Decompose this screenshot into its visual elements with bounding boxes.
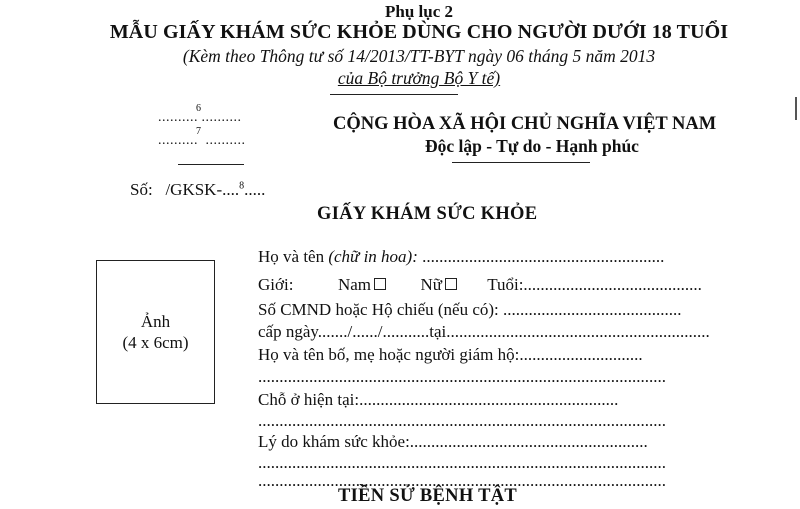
female-checkbox[interactable] (445, 278, 457, 290)
reason-label: Lý do khám sức khỏe: (258, 432, 410, 451)
female-label: Nữ (420, 275, 442, 294)
full-name-label: Họ và tên (258, 247, 329, 266)
guardian-input[interactable]: ............................. (519, 345, 643, 364)
issued-place-input[interactable]: .............................................................. (446, 322, 710, 341)
full-name-input[interactable]: ......................................................... (417, 247, 665, 266)
guardian-label: Họ và tên bố, mẹ hoặc người giám hộ: (258, 345, 520, 364)
footnote-6: 6 (196, 103, 202, 114)
document-number-tail: ..... (244, 180, 266, 199)
issued-date-label: cấp ngày (258, 322, 318, 341)
reason-continuation-1[interactable]: ................................................................................................ (258, 453, 666, 472)
issuer-line-2-right: .......... (205, 133, 246, 148)
scan-edge-mark (795, 97, 797, 120)
id-number-input[interactable]: .......................................... (498, 300, 682, 319)
female-option[interactable] (420, 275, 457, 294)
id-number-field[interactable] (258, 300, 682, 320)
address-field[interactable] (258, 390, 618, 410)
medical-history-heading: TIỀN SỬ BỆNH TẬT (338, 486, 518, 506)
legal-reference-line2-text: của Bộ trưởng Bộ Y tế) (337, 68, 501, 88)
reason-input[interactable]: ........................................................ (409, 432, 648, 451)
address-continuation[interactable]: ................................................................................................ (258, 411, 666, 430)
footnote-7: 7 (196, 126, 202, 137)
address-input[interactable]: ............................................................. (359, 390, 619, 409)
issuer-line-1-left: .......... (158, 110, 198, 125)
issued-row (258, 322, 710, 342)
form-template-title: MẪU GIẤY KHÁM SỨC KHỎE DÙNG CHO NGƯỜI DƯỚI 18 TUỔI (109, 21, 729, 43)
footnote-8: 8 (239, 180, 245, 192)
age-label: Tuổi: (487, 275, 524, 294)
male-option[interactable] (338, 275, 386, 294)
photo-placeholder (96, 260, 215, 404)
guardian-continuation[interactable]: ................................................................................................ (258, 367, 666, 386)
national-motto: Độc lập - Tự do - Hạnh phúc (425, 136, 639, 156)
full-name-field[interactable] (258, 247, 664, 267)
legal-reference-line2 (0, 68, 800, 89)
gender-age-row (258, 275, 702, 295)
legal-reference-line1: (Kèm theo Thông tư số 14/2013/TT-BYT ngày 06 tháng 5 năm 2013 (182, 46, 656, 66)
motto-divider (452, 162, 590, 163)
header-divider (330, 94, 458, 95)
gender-label: Giới: (258, 275, 294, 294)
document-number-value: /GKSK-.... (165, 180, 240, 199)
guardian-field[interactable] (258, 345, 643, 365)
issuer-divider (178, 164, 244, 165)
reason-continuation-2[interactable]: ................................................................................................ (258, 471, 666, 490)
issuer-line-1[interactable] (158, 103, 242, 126)
national-title: CỘNG HÒA XÃ HỘI CHỦ NGHĨA VIỆT NAM (333, 114, 717, 134)
reason-field[interactable] (258, 432, 648, 452)
id-number-label: Số CMND hoặc Hộ chiếu (nếu có): (258, 300, 499, 319)
male-label: Nam (337, 275, 371, 294)
form-title: GIẤY KHÁM SỨC KHỎE (317, 204, 538, 224)
issued-date-input[interactable]: ......./....../........... (317, 322, 430, 341)
issued-place-label: tại (429, 322, 447, 341)
male-checkbox[interactable] (374, 278, 386, 290)
full-name-hint: (chữ in hoa): (328, 247, 418, 266)
address-label: Chỗ ở hiện tại: (258, 390, 360, 409)
photo-label: Ảnh (140, 312, 171, 331)
photo-size: (4 x 6cm) (122, 333, 189, 352)
document-number[interactable] (130, 180, 265, 200)
issuer-line-2-left: .......... (158, 133, 198, 148)
issuer-line-1-right: .......... (201, 110, 242, 125)
document-number-label: Số: (130, 180, 153, 199)
age-input[interactable]: .......................................... (523, 275, 702, 294)
appendix-label: Phụ lục 2 (384, 2, 454, 21)
